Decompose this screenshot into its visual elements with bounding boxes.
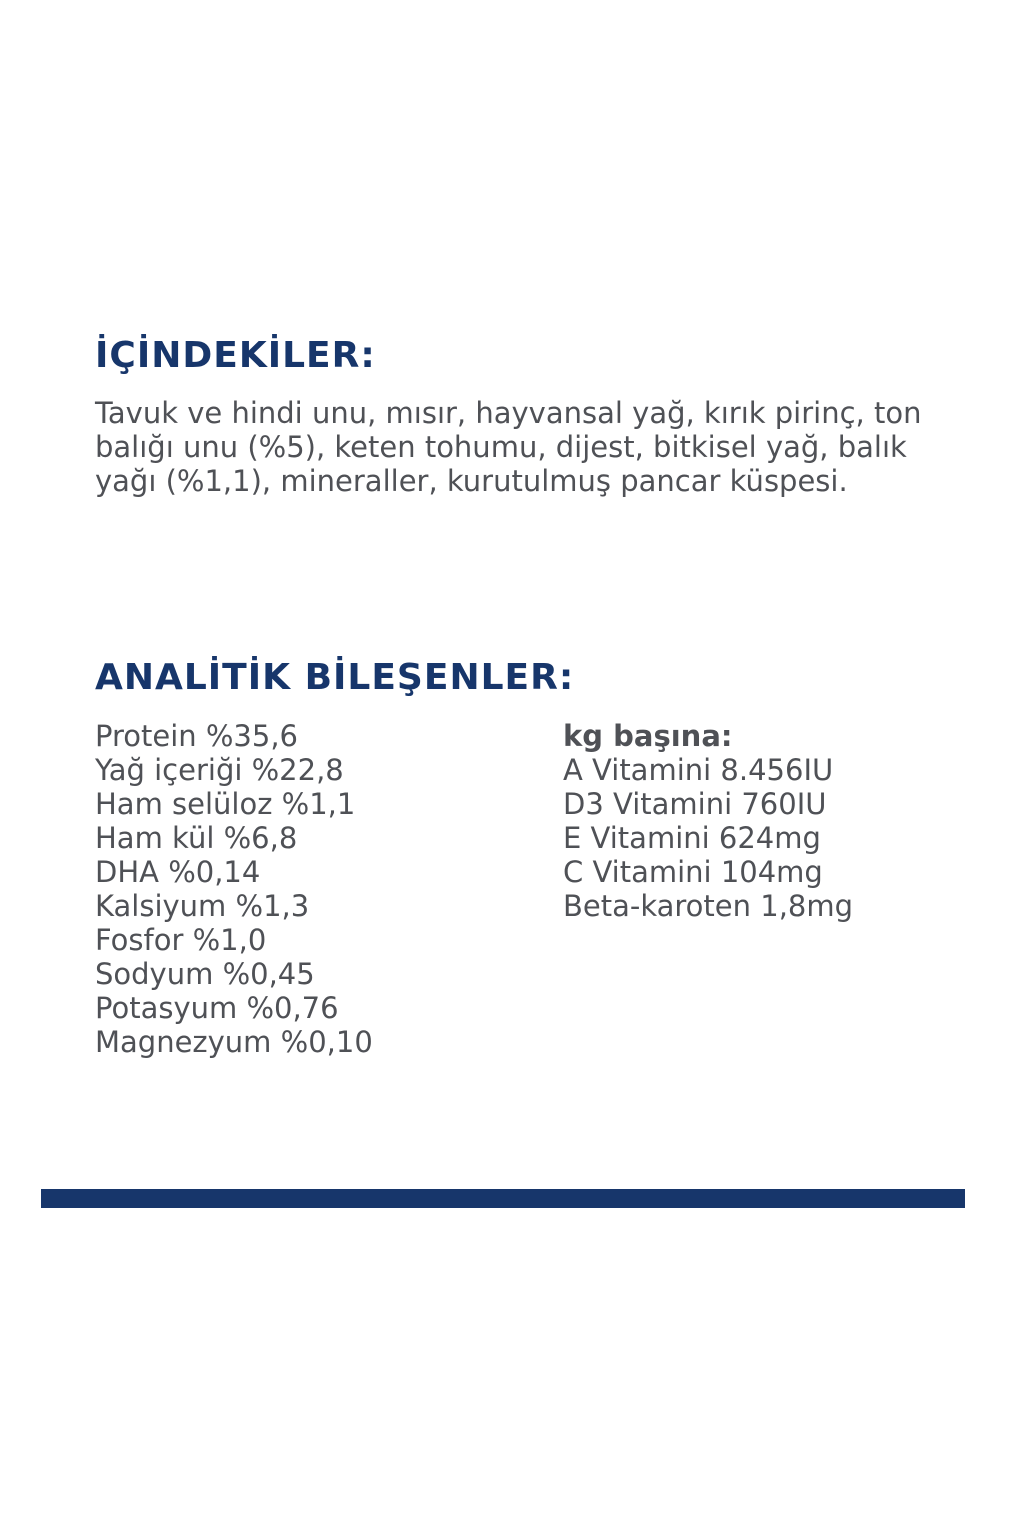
vitamin-item: D3 Vitamini 760IU (563, 787, 827, 821)
ingredients-text: Tavuk ve hindi unu, mısır, hayvansal yağ, kırık pirinç, ton balığı unu (%5), keten tohumu, dijest, bitkisel yağ, balık yağı (%1,1), mineraller, kurutulmuş pancar küspesi. (95, 396, 922, 498)
component-item: Fosfor %1,0 (95, 923, 267, 957)
per-kg-title: kg başına: (563, 719, 733, 753)
footer-divider-bar (41, 1189, 965, 1208)
analytic-components-list (95, 719, 373, 1059)
component-item: Ham selüloz %1,1 (95, 787, 356, 821)
component-item: Potasyum %0,76 (95, 991, 339, 1025)
vitamin-item: Beta-karoten 1,8mg (563, 889, 854, 923)
component-item: Sodyum %0,45 (95, 957, 315, 991)
component-item: Yağ içeriği %22,8 (95, 753, 344, 787)
component-item: Kalsiyum %1,3 (95, 889, 310, 923)
component-item: Magnezyum %0,10 (95, 1025, 373, 1059)
ingredients-heading: İÇİNDEKİLER: (95, 335, 376, 376)
component-item: DHA %0,14 (95, 855, 261, 889)
vitamin-item: E Vitamini 624mg (563, 821, 821, 855)
per-kg-vitamins-list (563, 719, 853, 923)
vitamin-item: A Vitamini 8.456IU (563, 753, 834, 787)
vitamin-item: C Vitamini 104mg (563, 855, 823, 889)
component-item: Ham kül %6,8 (95, 821, 298, 855)
component-item: Protein %35,6 (95, 719, 298, 753)
analytic-components-heading: ANALİTİK BİLEŞENLER: (95, 657, 575, 698)
